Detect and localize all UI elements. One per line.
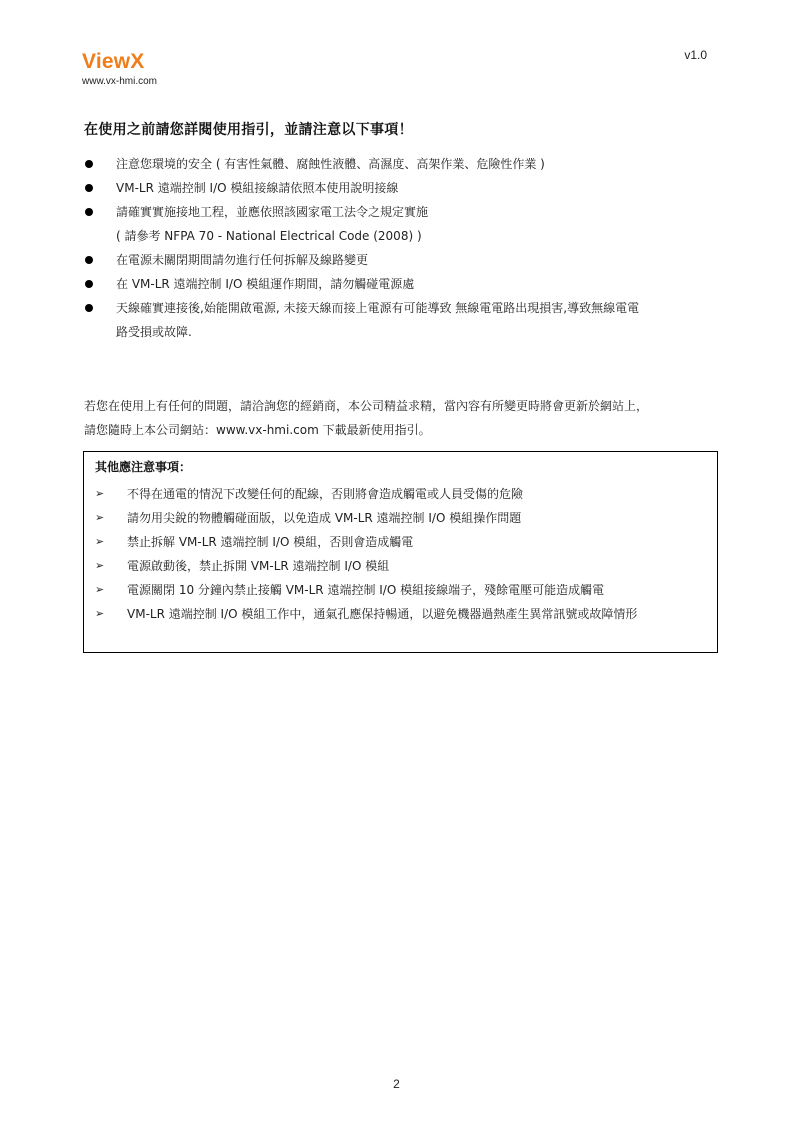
bullet-dot-icon [85,256,93,264]
safety-bullet-list [84,152,724,344]
bullet-item [84,296,724,320]
bullet-dot-icon [85,184,93,192]
page-number: 2 [393,1077,400,1091]
note-item [95,602,710,626]
bullet-dot-icon [85,280,93,288]
note-text: VM-LR 遠端控制 I/O 模組工作中，通氣孔應保持暢通，以避免機器過熱產生異常訊號或故障情形 [127,607,638,621]
brand-name: ViewX [82,50,145,73]
brand-url: www.vx-hmi.com [82,76,158,87]
arrow-bullet-icon: ➢ [95,559,105,572]
arrow-bullet-icon: ➢ [95,511,105,524]
bullet-item [84,248,724,272]
bullet-continuation [84,224,724,248]
brand-logo [82,50,157,88]
bullet-text: ( 請參考 NFPA 70 - National Electrical Code (2008) ) [116,229,422,243]
note-item [95,554,710,578]
bullet-continuation [84,320,724,344]
bullet-item [84,200,724,224]
contact-paragraph [84,394,724,442]
arrow-bullet-icon: ➢ [95,607,105,620]
document-version: v1.0 [684,48,707,62]
note-text: 電源關閉 10 分鐘內禁止接觸 VM-LR 遠端控制 I/O 模組接線端子，殘餘電壓可能造成觸電 [127,583,605,597]
notes-box [83,451,718,653]
note-text: 請勿用尖銳的物體觸碰面版，以免造成 VM-LR 遠端控制 I/O 模組操作問題 [127,511,522,525]
bullet-dot-icon [85,160,93,168]
bullet-text: 注意您環境的安全 ( 有害性氣體、腐蝕性液體、高濕度、高架作業、危險性作業 ) [116,157,545,171]
notes-title: 其他應注意事項： [95,460,192,474]
notes-list [95,482,710,626]
note-item [95,482,710,506]
bullet-item [84,152,724,176]
bullet-text: 請確實實施接地工程，並應依照該國家電工法令之規定實施 [116,205,429,219]
paragraph-line: 若您在使用上有任何的問題，請洽詢您的經銷商，本公司精益求精，當內容有所變更時將會更新於網站上， [84,399,649,413]
note-item [95,506,710,530]
bullet-text: VM-LR 遠端控制 I/O 模組接線請依照本使用說明接線 [116,181,399,195]
note-text: 禁止拆解 VM-LR 遠端控制 I/O 模組，否則會造成觸電 [127,535,414,549]
note-item [95,530,710,554]
intro-heading: 在使用之前請您詳閱使用指引，並請注意以下事項！ [84,122,413,138]
bullet-item [84,176,724,200]
bullet-item [84,272,724,296]
arrow-bullet-icon: ➢ [95,583,105,596]
bullet-text: 天線確實連接後,始能開啟電源, 未接天線而接上電源有可能導致 無線電電路出現損害,導致無線電電 [116,301,640,315]
arrow-bullet-icon: ➢ [95,487,105,500]
bullet-dot-icon [85,208,93,216]
bullet-dot-icon [85,304,93,312]
bullet-text: 在 VM-LR 遠端控制 I/O 模組運作期間，請勿觸碰電源處 [116,277,415,291]
bullet-text: 路受損或故障. [116,325,192,339]
paragraph-line: 請您隨時上本公司網站：www.vx-hmi.com 下載最新使用指引。 [84,423,431,437]
note-text: 不得在通電的情況下改變任何的配線，否則將會造成觸電或人員受傷的危險 [127,487,524,501]
bullet-text: 在電源未關閉期間請勿進行任何拆解及線路變更 [116,253,369,267]
note-text: 電源啟動後，禁止拆開 VM-LR 遠端控制 I/O 模組 [127,559,390,573]
arrow-bullet-icon: ➢ [95,535,105,548]
note-item [95,578,710,602]
